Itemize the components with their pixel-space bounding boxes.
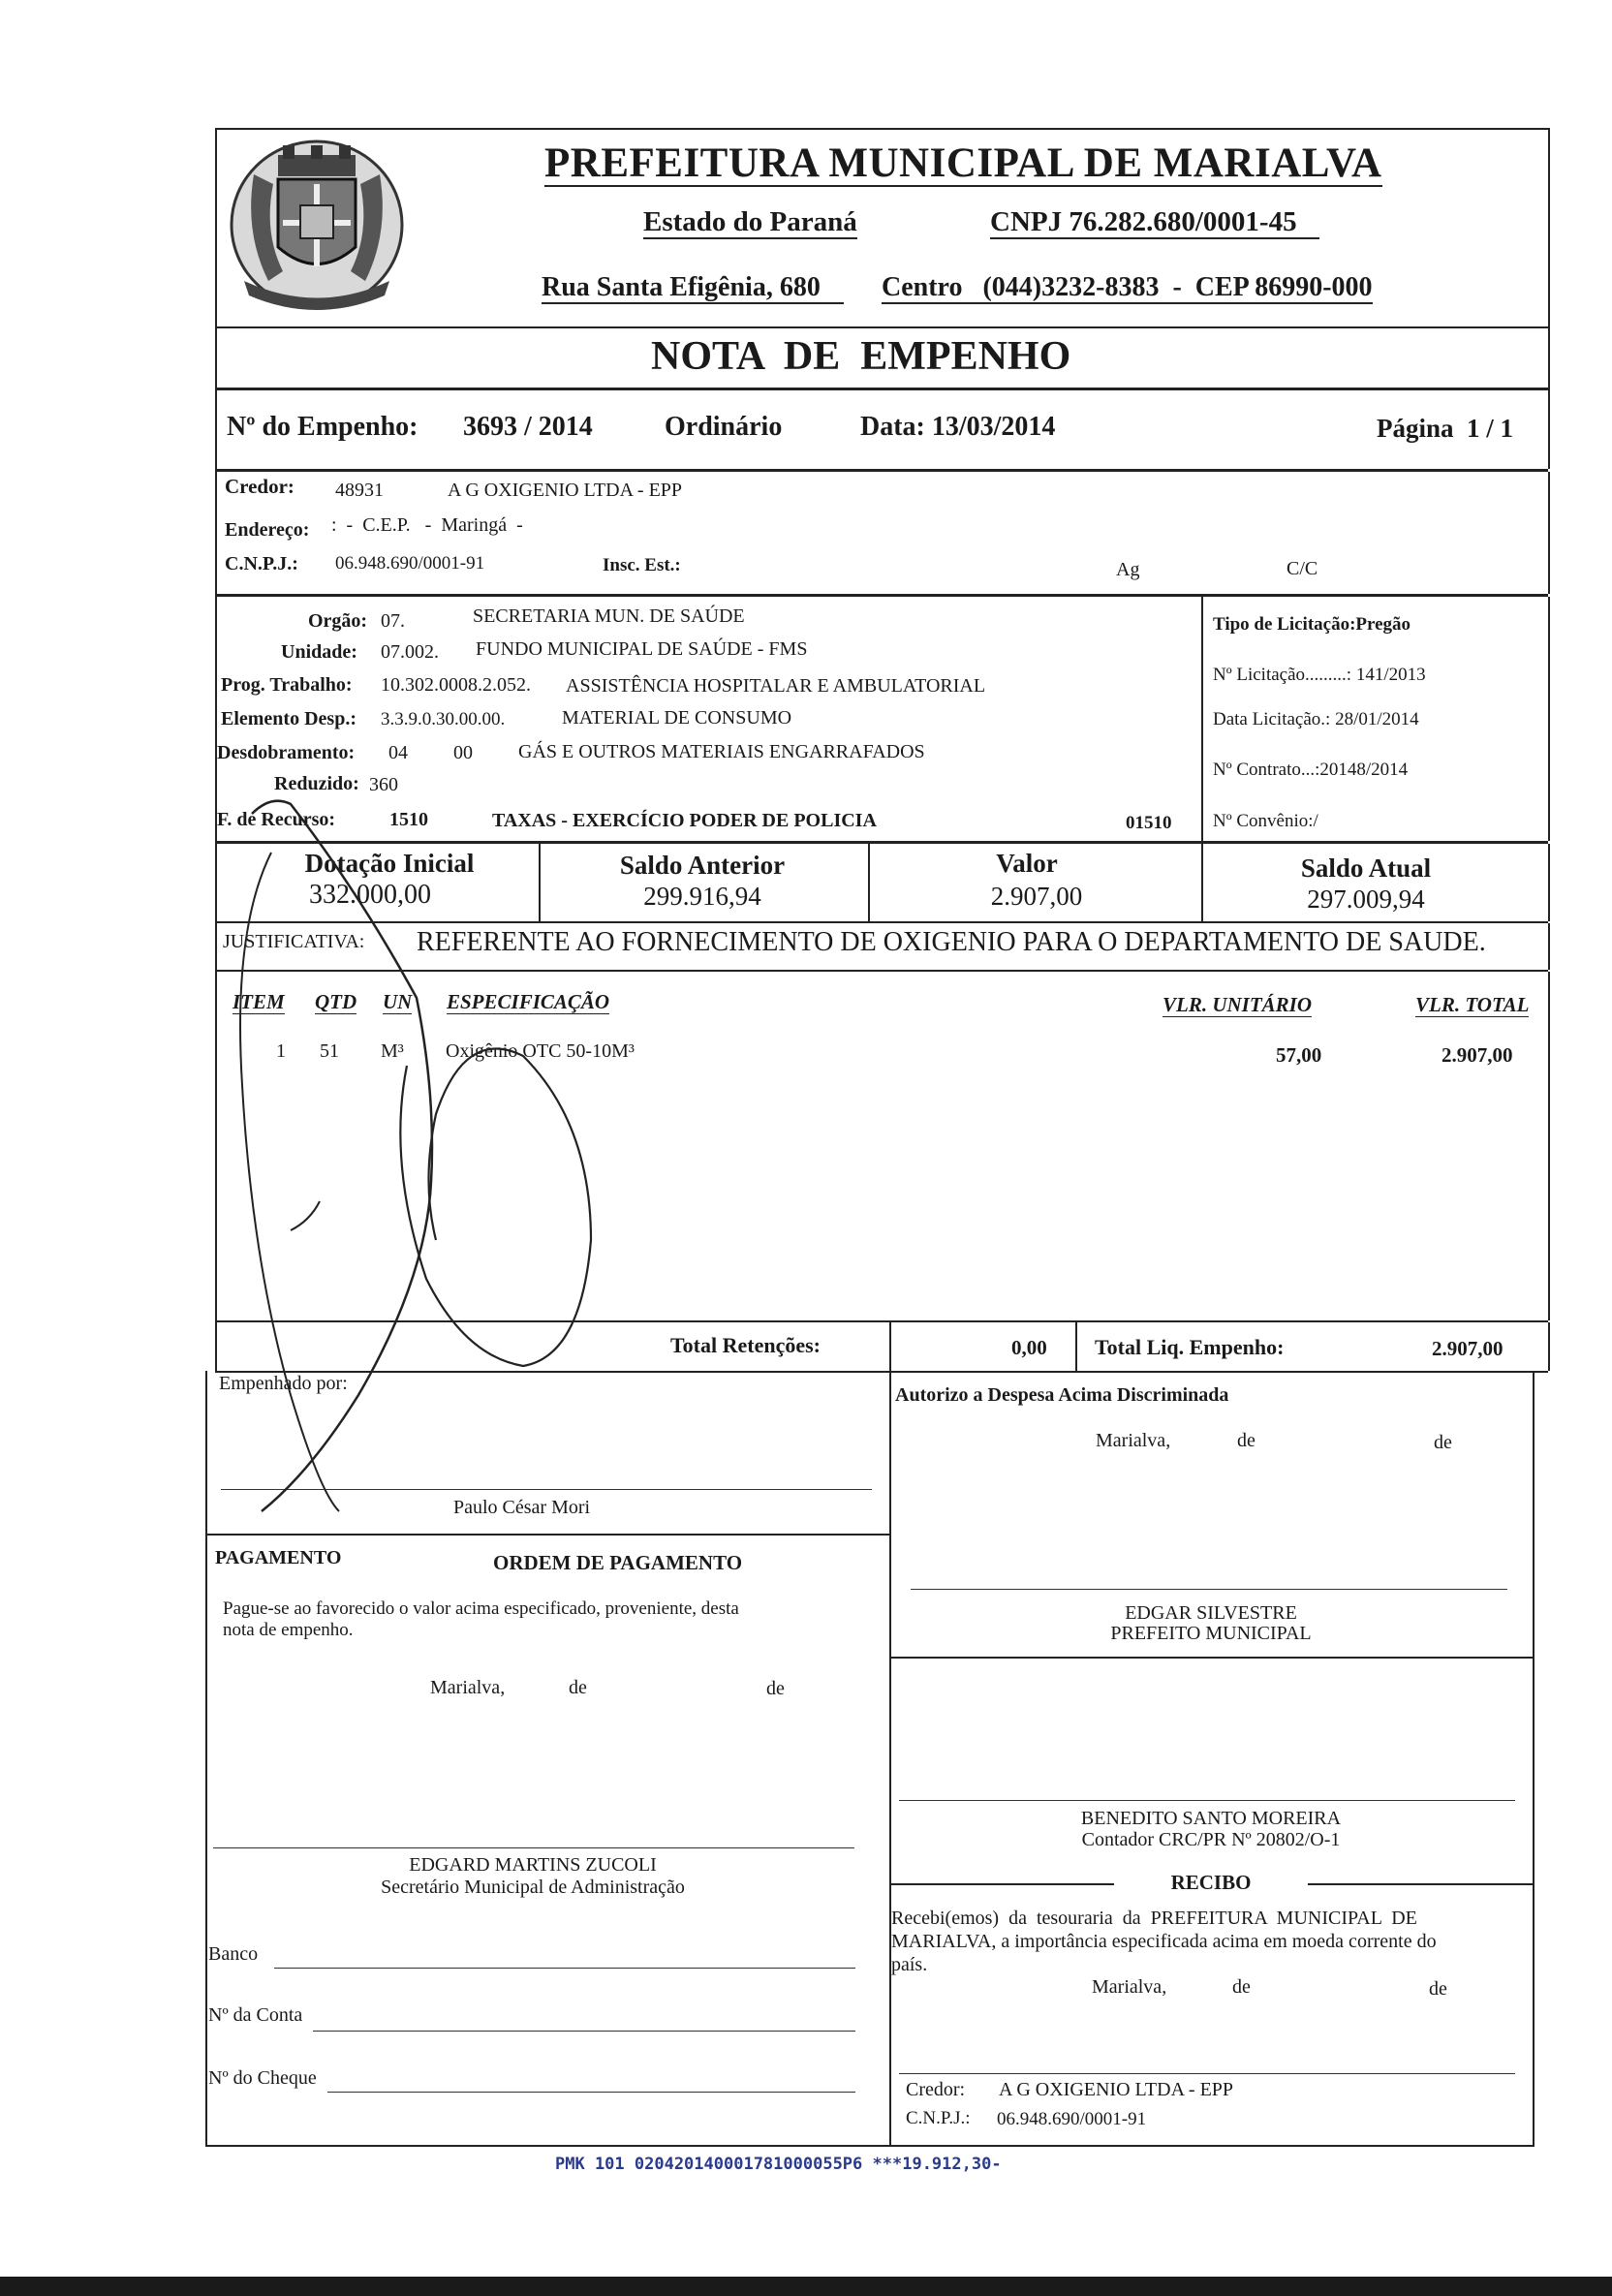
col-vlr-unitario: VLR. UNITÁRIO: [1162, 993, 1313, 1016]
banco-field[interactable]: [274, 1968, 855, 1969]
row-spec: Oxigênio OTC 50-10M³: [446, 1040, 635, 1062]
credor-cnpj: 06.948.690/0001-91: [335, 553, 485, 574]
dotacao-inicial-value: 332.000,00: [309, 880, 431, 910]
secretario-role: Secretário Municipal de Administração: [381, 1877, 685, 1898]
ag-label: Ag: [1116, 559, 1140, 580]
recibo-text-1: Recebi(emos) da tesouraria da PREFEITURA MUNICIPAL DE: [891, 1908, 1417, 1929]
credor-cnpj-label: C.N.P.J.:: [225, 553, 298, 574]
recibo-de1: de: [1232, 1976, 1251, 1998]
desdobramento-code2: 00: [453, 742, 473, 763]
pagamento-text-2: nota de empenho.: [223, 1620, 354, 1640]
recibo-text-2: MARIALVA, a importância especificada acima em moeda corrente do: [891, 1931, 1437, 1952]
elemento-label: Elemento Desp.:: [221, 708, 356, 729]
elemento-desc: MATERIAL DE CONSUMO: [562, 707, 792, 729]
pagamento-de2: de: [766, 1678, 785, 1699]
recibo-title: RECIBO: [1114, 1873, 1308, 1893]
recurso-code2: 01510: [1126, 813, 1172, 833]
saldo-atual-label: Saldo Atual: [1300, 853, 1432, 883]
row-un: M³: [381, 1040, 404, 1062]
col-item: ITEM: [232, 990, 285, 1013]
licitacao-data: Data Licitação.: 28/01/2014: [1213, 709, 1419, 729]
valor-value: 2.907,00: [990, 882, 1083, 911]
cheque-field[interactable]: [327, 2092, 855, 2093]
address-value: : - C.E.P. - Maringá -: [331, 514, 523, 536]
prefeito-role: PREFEITO MUNICIPAL: [1110, 1623, 1312, 1644]
page-number: Página 1 / 1: [1377, 414, 1514, 443]
justificativa-label: JUSTIFICATIVA:: [223, 931, 365, 952]
contador-role: Contador CRC/PR Nº 20802/O-1: [1081, 1829, 1341, 1850]
recibo-de2: de: [1429, 1978, 1447, 2000]
pagamento-de1: de: [569, 1677, 587, 1698]
elemento-code: 3.3.9.0.30.00.00.: [381, 709, 506, 729]
reduzido-label: Reduzido:: [274, 773, 359, 794]
col-un: UN: [383, 990, 413, 1013]
total-liq-value: 2.907,00: [1432, 1337, 1504, 1360]
coat-of-arms-logo: [225, 136, 409, 315]
conta-field[interactable]: [313, 2031, 855, 2032]
unidade-code: 07.002.: [381, 641, 439, 663]
row-unit: 57,00: [1276, 1043, 1322, 1067]
empenho-type: Ordinário: [665, 412, 783, 442]
recibo-cnpj-label: C.N.P.J.:: [906, 2108, 971, 2128]
reduzido-value: 360: [369, 774, 398, 795]
dotacao-inicial-label: Dotação Inicial: [304, 849, 475, 878]
street-address: Rua Santa Efigênia, 680: [542, 274, 844, 304]
valor-label: Valor: [996, 849, 1058, 878]
secretario-signer: EDGARD MARTINS ZUCOLI: [409, 1854, 657, 1876]
autorizo-place: Marialva,: [1096, 1430, 1171, 1451]
empenho-date: Data: 13/03/2014: [860, 412, 1056, 442]
desdobramento-desc: GÁS E OUTROS MATERIAIS ENGARRAFADOS: [518, 741, 925, 762]
credor-code: 48931: [335, 480, 384, 501]
col-especificacao: ESPECIFICAÇÃO: [447, 990, 610, 1013]
autorizo-label: Autorizo a Despesa Acima Discriminada: [895, 1384, 1229, 1406]
prefeitura-title: PREFEITURA MUNICIPAL DE MARIALVA: [544, 140, 1382, 186]
document-title: NOTA DE EMPENHO: [651, 334, 1071, 379]
recibo-place: Marialva,: [1092, 1976, 1167, 1998]
autorizo-de1: de: [1237, 1430, 1256, 1451]
unidade-desc: FUNDO MUNICIPAL DE SAÚDE - FMS: [476, 638, 808, 660]
recurso-desc: TAXAS - EXERCÍCIO PODER DE POLICIA: [492, 810, 877, 831]
recibo-credor-label: Credor:: [906, 2079, 966, 2100]
pagamento-place: Marialva,: [430, 1677, 506, 1698]
recibo-credor: A G OXIGENIO LTDA - EPP: [999, 2079, 1234, 2100]
row-total: 2.907,00: [1442, 1043, 1513, 1067]
cc-label: C/C: [1286, 558, 1318, 579]
orgao-code: 07.: [381, 610, 405, 632]
prog-code: 10.302.0008.2.052.: [381, 674, 531, 696]
prog-label: Prog. Trabalho:: [221, 674, 353, 696]
justificativa-text: REFERENTE AO FORNECIMENTO DE OXIGENIO PARA O DEPARTAMENTO DE SAUDE.: [417, 927, 1486, 957]
autorizo-de2: de: [1434, 1432, 1452, 1453]
licitacao-tipo: Tipo de Licitação:Pregão: [1213, 614, 1411, 635]
desdobramento-label: Desdobramento:: [217, 742, 356, 763]
row-qtd: 51: [320, 1040, 339, 1062]
saldo-anterior-value: 299.916,94: [643, 882, 761, 911]
convenio-numero: Nº Convênio:/: [1213, 811, 1318, 831]
orgao-desc: SECRETARIA MUN. DE SAÚDE: [473, 605, 745, 627]
retencoes-label: Total Retenções:: [670, 1333, 821, 1357]
insc-label: Insc. Est.:: [603, 555, 681, 575]
row-item: 1: [276, 1040, 286, 1062]
empenho-label: Nº do Empenho:: [227, 412, 418, 442]
footer-code: PMK 101 020420140001781000055P6 ***19.912,30-: [555, 2155, 1002, 2174]
contrato-numero: Nº Contrato...:20148/2014: [1213, 760, 1409, 780]
recibo-text-3: país.: [891, 1954, 928, 1975]
state-name: Estado do Paraná: [643, 206, 857, 237]
cheque-label: Nº do Cheque: [208, 2067, 317, 2089]
saldo-anterior-label: Saldo Anterior: [619, 851, 786, 880]
prefeito-signer: EDGAR SILVESTRE: [1125, 1602, 1297, 1624]
banco-label: Banco: [208, 1943, 259, 1965]
scan-border: [0, 2277, 1612, 2296]
recurso-code: 1510: [389, 809, 428, 830]
empenho-number: 3693 / 2014: [463, 412, 593, 442]
unidade-label: Unidade:: [281, 641, 357, 663]
licitacao-numero: Nº Licitação.........: 141/2013: [1213, 665, 1426, 685]
retencoes-value: 0,00: [1011, 1336, 1047, 1359]
orgao-label: Orgão:: [308, 610, 368, 632]
credor-name: A G OXIGENIO LTDA - EPP: [448, 480, 683, 501]
empenhado-label: Empenhado por:: [219, 1373, 348, 1394]
prog-desc: ASSISTÊNCIA HOSPITALAR E AMBULATORIAL: [566, 675, 986, 697]
conta-label: Nº da Conta: [208, 2004, 303, 2026]
recurso-label: F. de Recurso:: [217, 809, 336, 830]
pagamento-title: PAGAMENTO: [215, 1547, 342, 1568]
ordem-pagamento: ORDEM DE PAGAMENTO: [493, 1551, 743, 1574]
contact-info: Centro (044)3232-8383 - CEP 86990-000: [882, 272, 1373, 302]
credor-label: Credor:: [225, 475, 294, 498]
recibo-cnpj: 06.948.690/0001-91: [997, 2109, 1147, 2129]
empenhado-signer: Paulo César Mori: [453, 1497, 591, 1518]
pagamento-text-1: Pague-se ao favorecido o valor acima especificado, proveniente, desta: [223, 1598, 739, 1619]
total-liq-label: Total Liq. Empenho:: [1095, 1335, 1285, 1359]
contador-signer: BENEDITO SANTO MOREIRA: [1080, 1808, 1342, 1829]
col-vlr-total: VLR. TOTAL: [1415, 993, 1530, 1016]
saldo-atual-value: 297.009,94: [1307, 884, 1425, 914]
address-label: Endereço:: [225, 519, 310, 541]
header-cnpj: CNPJ 76.282.680/0001-45: [990, 208, 1319, 239]
handwritten-signature: [213, 775, 659, 1531]
col-qtd: QTD: [315, 990, 357, 1013]
desdobramento-code1: 04: [388, 742, 408, 763]
